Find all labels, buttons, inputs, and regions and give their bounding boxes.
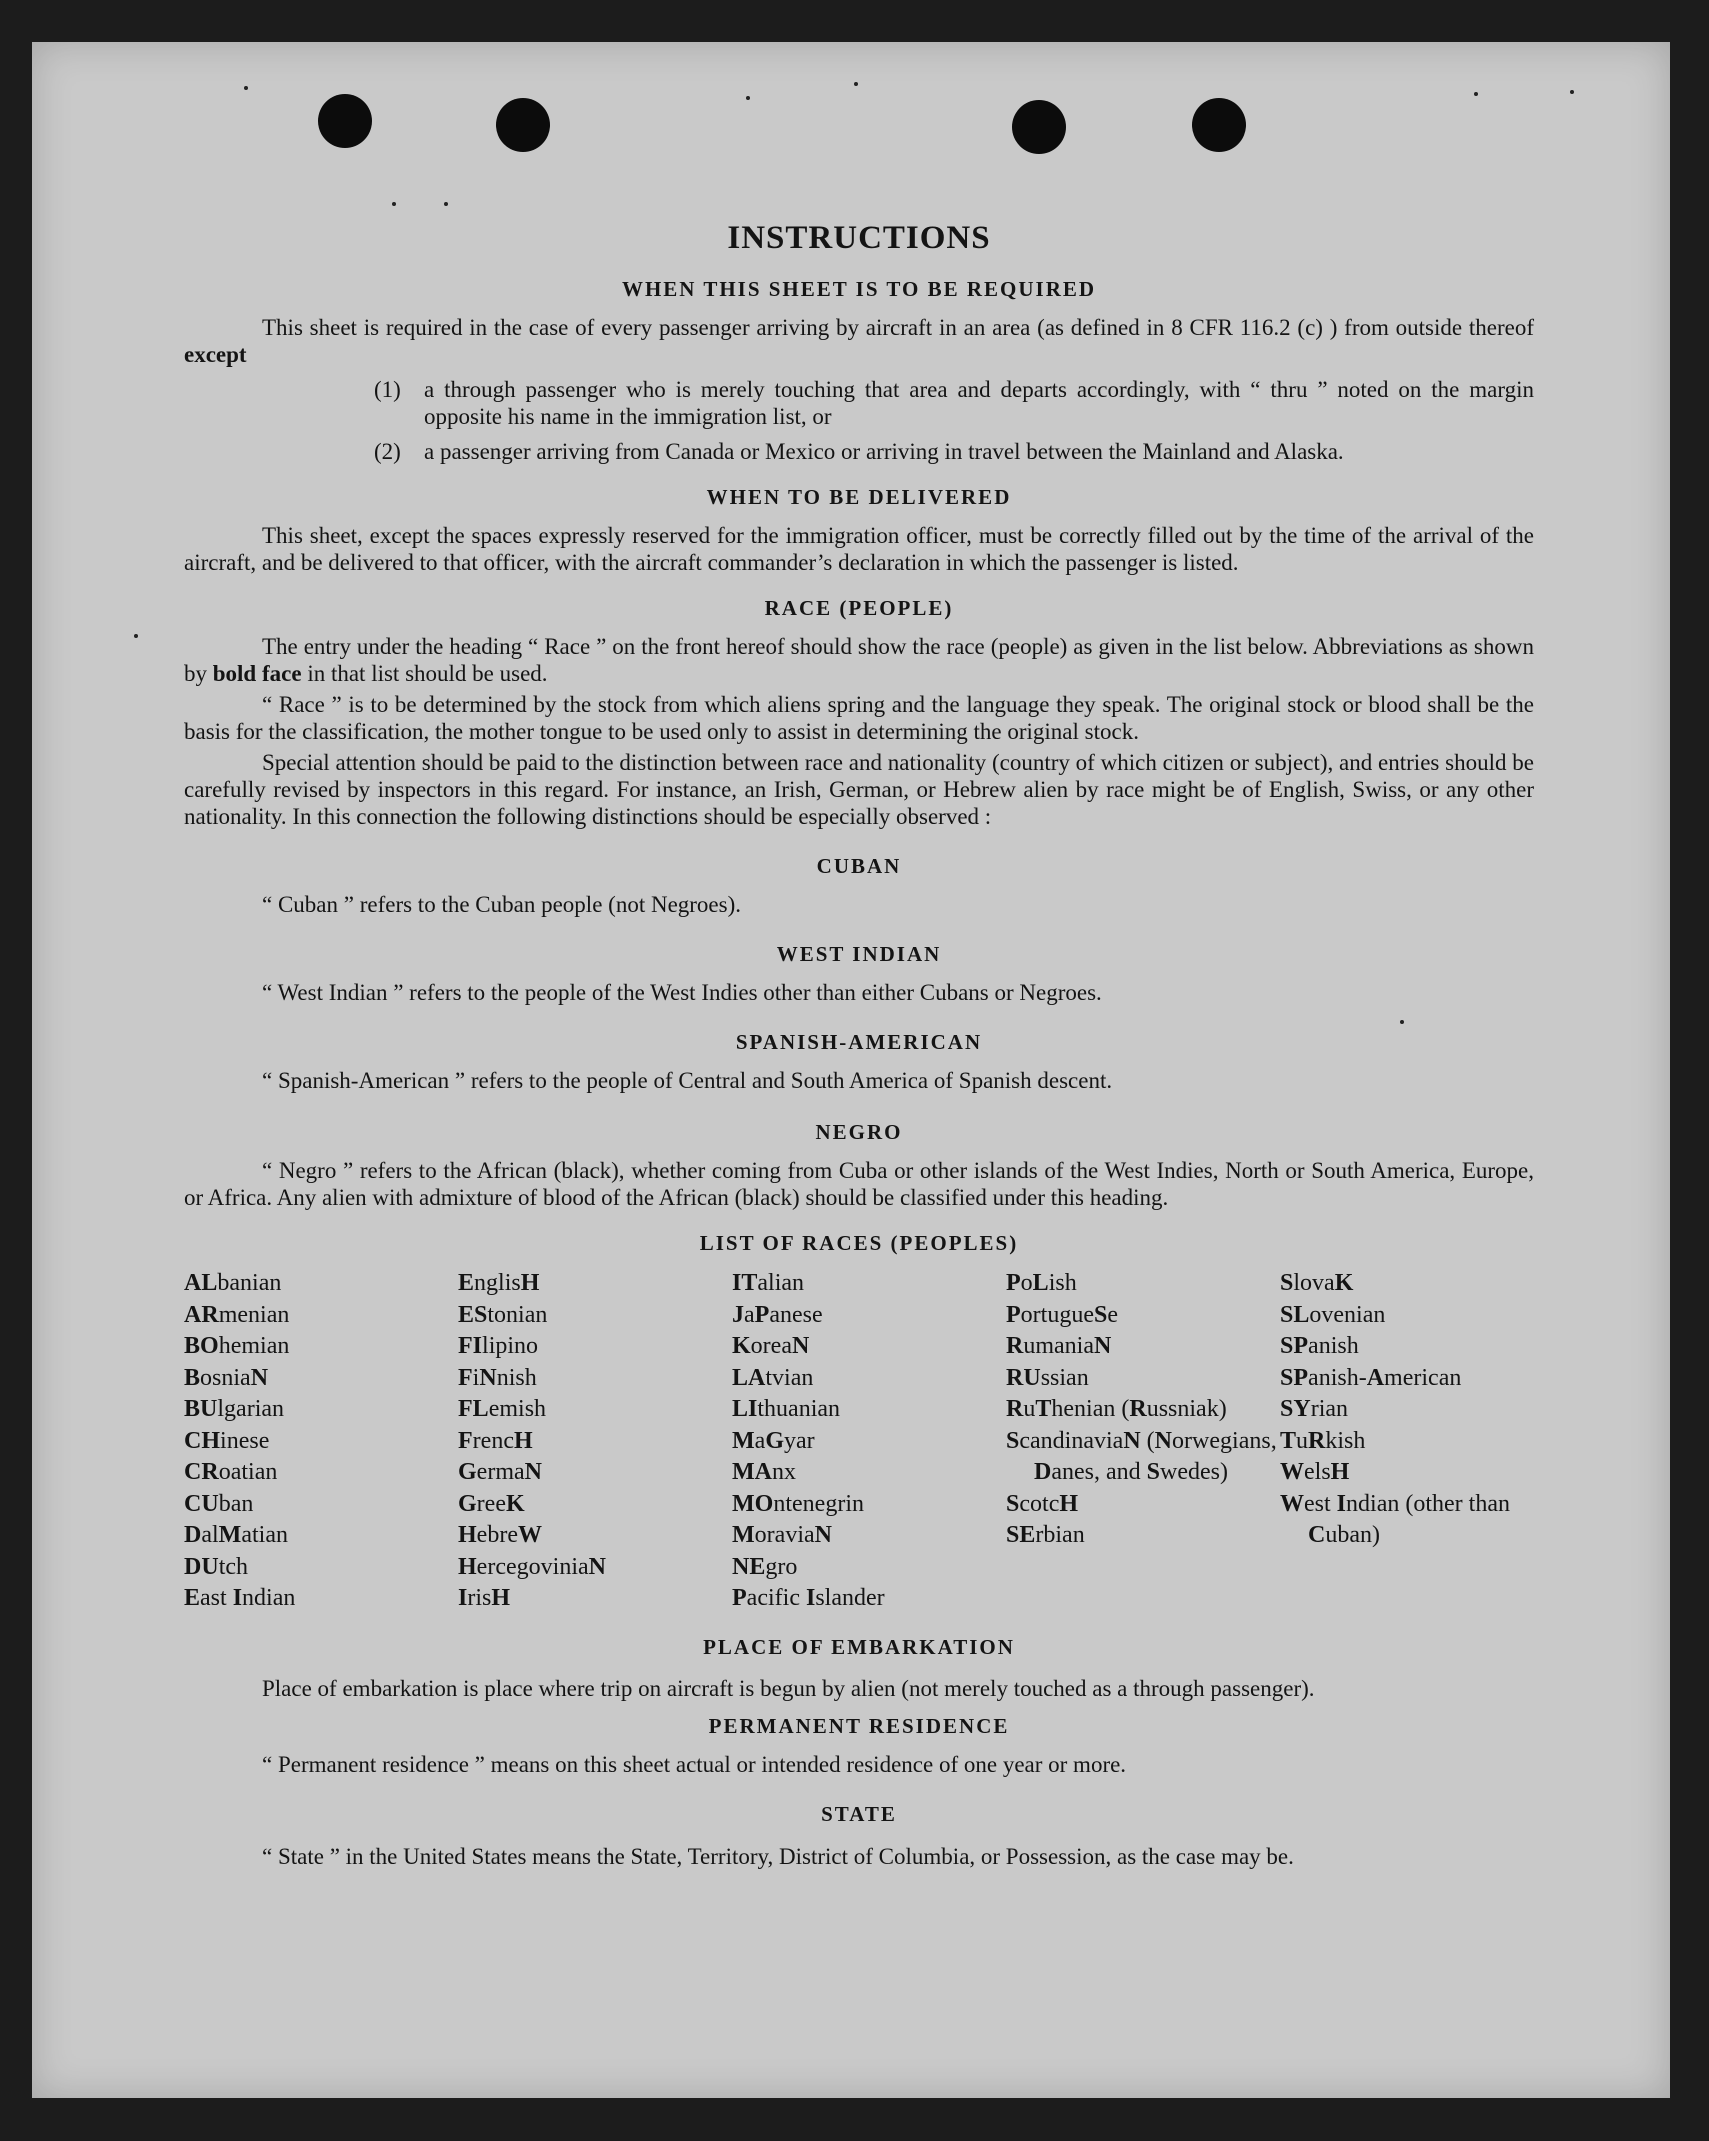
punch-hole-1	[318, 94, 372, 148]
speck	[1570, 90, 1574, 94]
heading-state: STATE	[821, 1801, 897, 1826]
race-entry: ARmenian	[184, 1301, 290, 1328]
state-text: “ State ” in the United States means the State, Territory, District of Columbia, or Possession, as the case may be.	[262, 1843, 1294, 1869]
race-column	[458, 1268, 732, 1615]
race-entry: WelsH	[1280, 1459, 1350, 1485]
negro-text: “ Negro ” refers to the African (black), whether coming from Cuba or other islands of the West Indies, North or South America, Europe, or Africa. Any alien with admixture of blood of the African (black) should be classified under this heading.	[184, 1158, 1534, 1210]
heading-embarkation: PLACE OF EMBARKATION	[703, 1634, 1015, 1659]
heading-west-indian: WEST INDIAN	[776, 942, 942, 966]
race-entry: GreeK	[458, 1490, 525, 1517]
race-entry: FLemish	[458, 1396, 547, 1422]
punch-hole-4	[1192, 98, 1246, 152]
race-entry: SlovaK	[1280, 1270, 1354, 1296]
race-entry: BUlgarian	[184, 1396, 285, 1422]
speck	[134, 634, 138, 638]
heading-permanent-residence: PERMANENT RESIDENCE	[708, 1713, 1010, 1738]
race-entry: JaPanese	[732, 1301, 823, 1328]
race-entry: RuThenian (Russniak)	[1006, 1396, 1227, 1422]
heading-negro: NEGRO	[815, 1120, 903, 1144]
when-delivered-text: This sheet, except the spaces expressly reserved for the immigration officer, must be correctly filled out by the time of the arrival of the aircraft, and be delivered to that officer, with the aircraft commander’s declaration in which the passenger is listed.	[184, 523, 1534, 575]
race-entry: HercegoviniaN	[458, 1553, 606, 1580]
race-entry: ScandinaviaN (Norwegians, Danes, and Swedes)	[1006, 1427, 1277, 1485]
heading-when-required: WHEN THIS SHEET IS TO BE REQUIRED	[621, 277, 1097, 301]
race-entry: IrisH	[458, 1585, 511, 1611]
race-entry: ITalian	[732, 1270, 805, 1296]
instructions-content	[184, 180, 1534, 1875]
race-entry: LAtvian	[732, 1364, 814, 1391]
punch-hole-3	[1012, 100, 1066, 154]
race-entry: RUssian	[1006, 1364, 1089, 1391]
speck	[746, 96, 750, 100]
race-entry: BOhemian	[184, 1333, 290, 1359]
race-entry: SPanish-American	[1280, 1364, 1462, 1391]
race-entry: NEgro	[732, 1553, 798, 1580]
list-item: (1) a through passenger who is merely touching that area and departs accordingly, with “ thru ” noted on the margin opposite his name in the immigration list, or	[374, 377, 1534, 429]
page-title: INSTRUCTIONS	[727, 220, 991, 256]
embarkation-text: Place of embarkation is place where trip on aircraft is begun by alien (not merely touched as a through passenger).	[262, 1675, 1315, 1701]
race-entry: EStonian	[458, 1301, 548, 1328]
race-entry: East Indian	[184, 1585, 296, 1611]
race-list	[184, 1268, 1534, 1615]
when-required-intro: This sheet is required in the case of every passenger arriving by aircraft in an area (as defined in 8 CFR 116.2 (c) ) from outside thereof except	[184, 315, 1534, 367]
race-paragraph-2: “ Race ” is to be determined by the stock from which aliens spring and the language they speak. The original stock or blood shall be the basis for the classification, the mother tongue to be used only to assist in determining the original stock.	[184, 692, 1534, 744]
race-entry: RumaniaN	[1006, 1333, 1112, 1359]
spanish-american-text: “ Spanish-American ” refers to the people of Central and South America of Spanish descent.	[262, 1068, 1113, 1093]
race-entry: CHinese	[184, 1427, 270, 1454]
race-entry: FIlipino	[458, 1333, 539, 1359]
race-entry: GermaN	[458, 1459, 542, 1485]
heading-list-of-races: LIST OF RACES (PEOPLES)	[699, 1231, 1019, 1255]
race-column	[184, 1268, 458, 1615]
race-entry: West Indian (other than Cuban)	[1280, 1490, 1510, 1548]
speck	[244, 86, 248, 90]
race-entry: FiNnish	[458, 1364, 537, 1391]
race-entry: ScotcH	[1006, 1490, 1079, 1517]
west-indian-text: “ West Indian ” refers to the people of the West Indies other than either Cubans or Negroes.	[262, 980, 1102, 1005]
race-entry: DUtch	[184, 1553, 249, 1580]
race-entry: SPanish	[1280, 1333, 1359, 1359]
race-entry: PortugueSe	[1006, 1301, 1119, 1328]
race-entry: MAnx	[732, 1459, 796, 1485]
race-entry: KoreaN	[732, 1333, 810, 1359]
race-entry: MoraviaN	[732, 1522, 832, 1548]
speck	[1474, 92, 1478, 96]
race-entry: MOntenegrin	[732, 1490, 864, 1517]
race-entry: TuRkish	[1280, 1427, 1366, 1454]
cuban-text: “ Cuban ” refers to the Cuban people (not Negroes).	[262, 892, 742, 917]
document-sheet	[32, 42, 1670, 2098]
race-entry: ALbanian	[184, 1270, 282, 1296]
race-entry: LIthuanian	[732, 1396, 841, 1422]
race-entry: BosniaN	[184, 1364, 269, 1391]
heading-cuban: CUBAN	[816, 854, 902, 878]
race-entry: CRoatian	[184, 1459, 278, 1485]
punch-hole-2	[496, 98, 550, 152]
race-column	[732, 1268, 1006, 1615]
list-item: (2) a passenger arriving from Canada or Mexico or arriving in travel between the Mainland and Alaska.	[374, 439, 1344, 464]
race-entry: SLovenian	[1280, 1301, 1386, 1328]
race-entry: MaGyar	[732, 1427, 815, 1454]
race-entry: PoLish	[1006, 1270, 1077, 1296]
race-column	[1280, 1268, 1534, 1615]
race-entry: DalMatian	[184, 1522, 288, 1548]
race-entry: HebreW	[458, 1522, 542, 1548]
race-entry: Pacific Islander	[732, 1585, 885, 1611]
race-entry: CUban	[184, 1490, 254, 1517]
race-paragraph-1: The entry under the heading “ Race ” on the front hereof should show the race (people) as given in the list below. Abbreviations as shown by bold face in that list should be used.	[184, 634, 1534, 686]
race-entry: EnglisH	[458, 1270, 540, 1296]
speck	[854, 82, 858, 86]
race-paragraph-3: Special attention should be paid to the distinction between race and nationality (country of which citizen or subject), and entries should be carefully revised by inspectors in this regard. For instance, an Irish, German, or Hebrew alien by race might be of English, Swiss, or any other nationality. In this connection the following distinctions should be especially observed :	[184, 750, 1534, 829]
heading-spanish-american: SPANISH-AMERICAN	[735, 1030, 983, 1054]
heading-when-delivered: WHEN TO BE DELIVERED	[706, 485, 1012, 509]
race-entry: FrencH	[458, 1427, 533, 1454]
residence-text: “ Permanent residence ” means on this sheet actual or intended residence of one year or more.	[262, 1751, 1127, 1777]
heading-race: RACE (PEOPLE)	[764, 596, 954, 620]
race-entry: SErbian	[1006, 1522, 1085, 1548]
race-entry: SYrian	[1280, 1396, 1349, 1422]
race-column	[1006, 1268, 1280, 1615]
